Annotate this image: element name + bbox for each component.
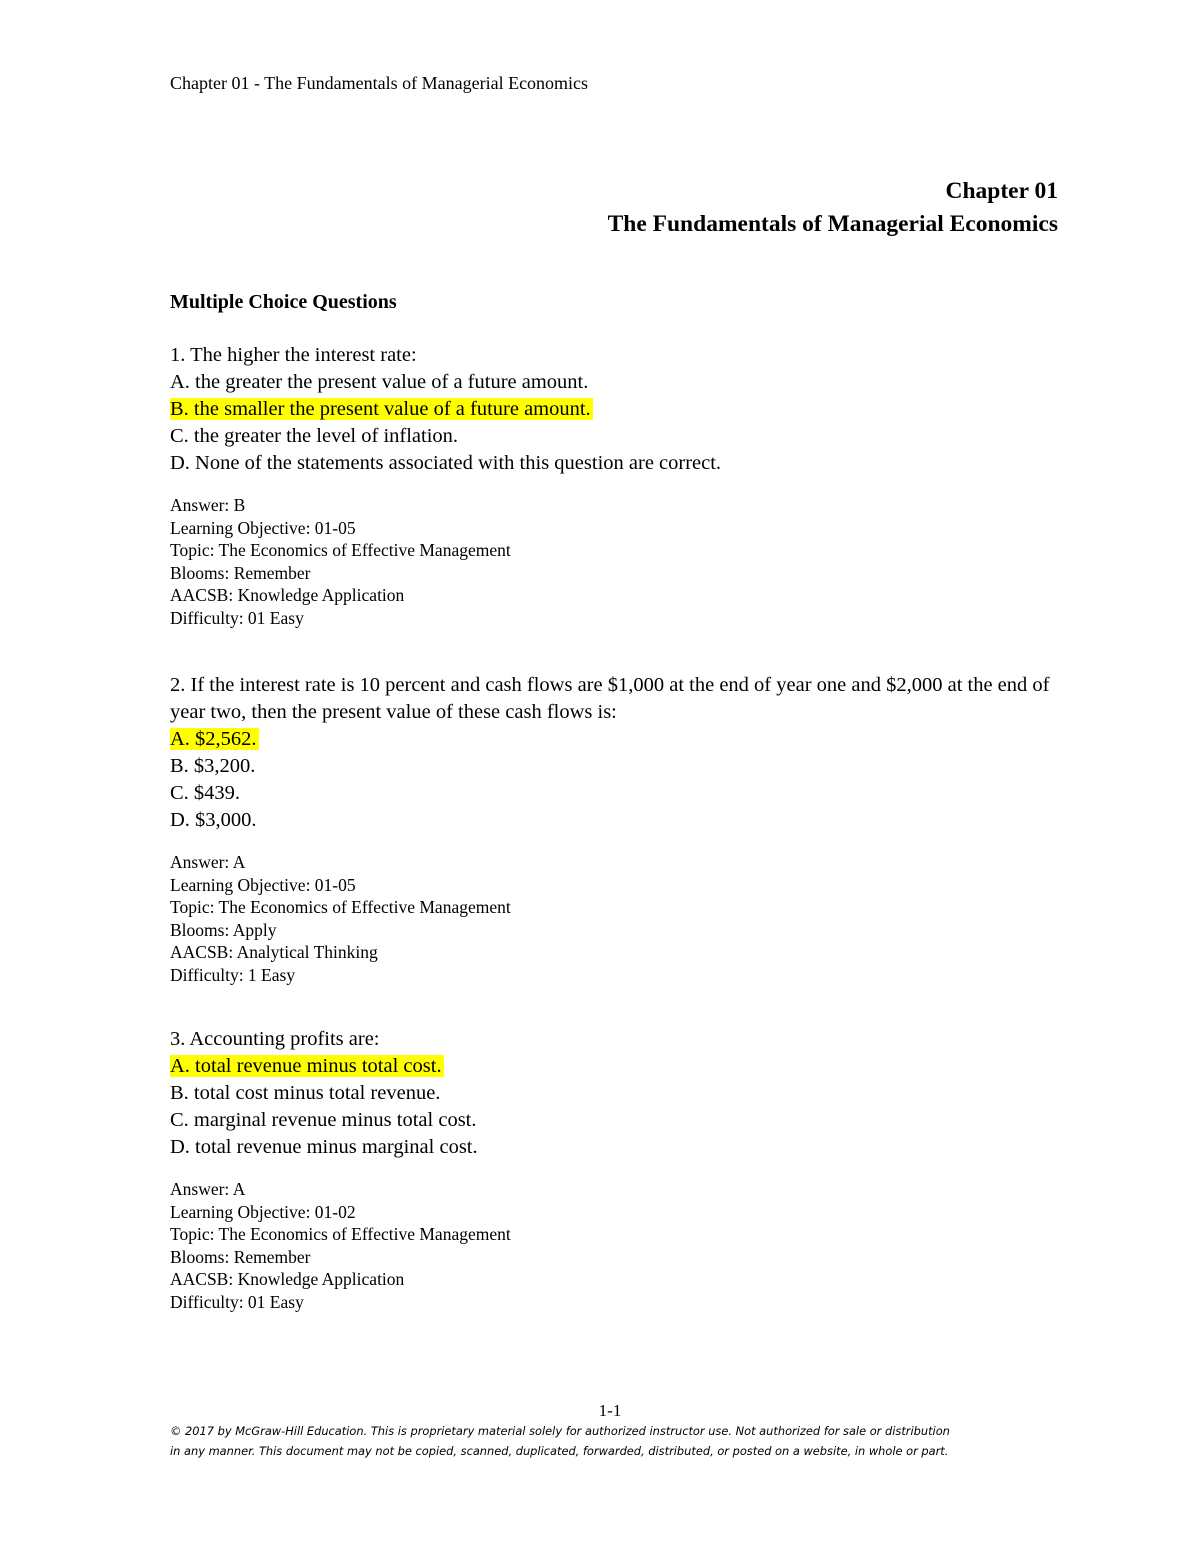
chapter-number: Chapter 01 — [945, 178, 1058, 204]
aacsb-line: AACSB: Analytical Thinking — [170, 942, 378, 963]
option-c — [170, 423, 1070, 450]
learning-objective-line: Learning Objective: 01-02 — [170, 1201, 356, 1222]
blooms-line: Blooms: Apply — [170, 919, 277, 940]
option-a — [170, 369, 1070, 396]
option-text: D. total revenue minus marginal cost. — [170, 1136, 478, 1158]
question-3 — [170, 1026, 1070, 1314]
option-b — [170, 1080, 1070, 1107]
option-text: C. $439. — [170, 782, 241, 804]
question-2 — [170, 672, 1060, 987]
question-metadata — [170, 1178, 1070, 1314]
question-metadata — [170, 494, 1070, 630]
question-1 — [170, 342, 1070, 630]
option-b — [170, 396, 1070, 423]
highlighted-answer: B. the smaller the present value of a future amount. — [170, 398, 591, 420]
option-c — [170, 1107, 1070, 1134]
learning-objective-line: Learning Objective: 01-05 — [170, 874, 356, 895]
answer-line: Answer: A — [170, 852, 246, 872]
question-stem: 2. If the interest rate is 10 percent and cash flows are $1,000 at the end of year one and $2,000 at the end of year two, then the present value of these cash flows is: — [170, 674, 1050, 723]
option-d — [170, 450, 1070, 477]
option-text: C. the greater the level of inflation. — [170, 425, 459, 447]
difficulty-line: Difficulty: 01 Easy — [170, 607, 304, 628]
option-b — [170, 753, 1060, 780]
blooms-line: Blooms: Remember — [170, 562, 311, 583]
page-number: 1-1 — [598, 1401, 622, 1420]
topic-line: Topic: The Economics of Effective Management — [170, 897, 511, 918]
option-a — [170, 1053, 1070, 1080]
option-a — [170, 726, 1060, 753]
highlighted-answer: A. $2,562. — [170, 728, 257, 750]
answer-line: Answer: B — [170, 495, 246, 515]
option-d — [170, 1134, 1070, 1161]
answer-line: Answer: A — [170, 1179, 246, 1199]
topic-line: Topic: The Economics of Effective Management — [170, 1224, 511, 1245]
page-footer — [170, 1401, 1050, 1461]
option-text: C. marginal revenue minus total cost. — [170, 1109, 477, 1131]
question-stem: 3. Accounting profits are: — [170, 1028, 380, 1050]
topic-line: Topic: The Economics of Effective Management — [170, 540, 511, 561]
option-d — [170, 807, 1060, 834]
blooms-line: Blooms: Remember — [170, 1246, 311, 1267]
option-text: B. total cost minus total revenue. — [170, 1082, 441, 1104]
copyright-line-1: © 2017 by McGraw-Hill Education. This is proprietary material solely for authorized instructor use. Not authorized for sale or distribution — [170, 1424, 950, 1438]
copyright-notice — [170, 1421, 1050, 1461]
aacsb-line: AACSB: Knowledge Application — [170, 585, 405, 606]
copyright-line-2: in any manner. This document may not be copied, scanned, duplicated, forwarded, distributed, or posted on a website, in whole or part. — [170, 1444, 949, 1458]
aacsb-line: AACSB: Knowledge Application — [170, 1269, 405, 1290]
learning-objective-line: Learning Objective: 01-05 — [170, 517, 356, 538]
running-header: Chapter 01 - The Fundamentals of Managerial Economics — [170, 73, 589, 93]
difficulty-line: Difficulty: 01 Easy — [170, 1291, 304, 1312]
question-metadata — [170, 851, 1060, 987]
option-text: B. $3,200. — [170, 755, 256, 777]
option-text: D. $3,000. — [170, 809, 257, 831]
option-c — [170, 780, 1060, 807]
question-stem: 1. The higher the interest rate: — [170, 344, 417, 366]
highlighted-answer: A. total revenue minus total cost. — [170, 1055, 442, 1077]
difficulty-line: Difficulty: 1 Easy — [170, 964, 296, 985]
option-text: D. None of the statements associated with this question are correct. — [170, 452, 722, 474]
section-heading: Multiple Choice Questions — [170, 291, 397, 313]
chapter-title-block — [608, 175, 1058, 241]
option-text: A. the greater the present value of a future amount. — [170, 371, 589, 393]
chapter-title: The Fundamentals of Managerial Economics — [607, 211, 1058, 237]
